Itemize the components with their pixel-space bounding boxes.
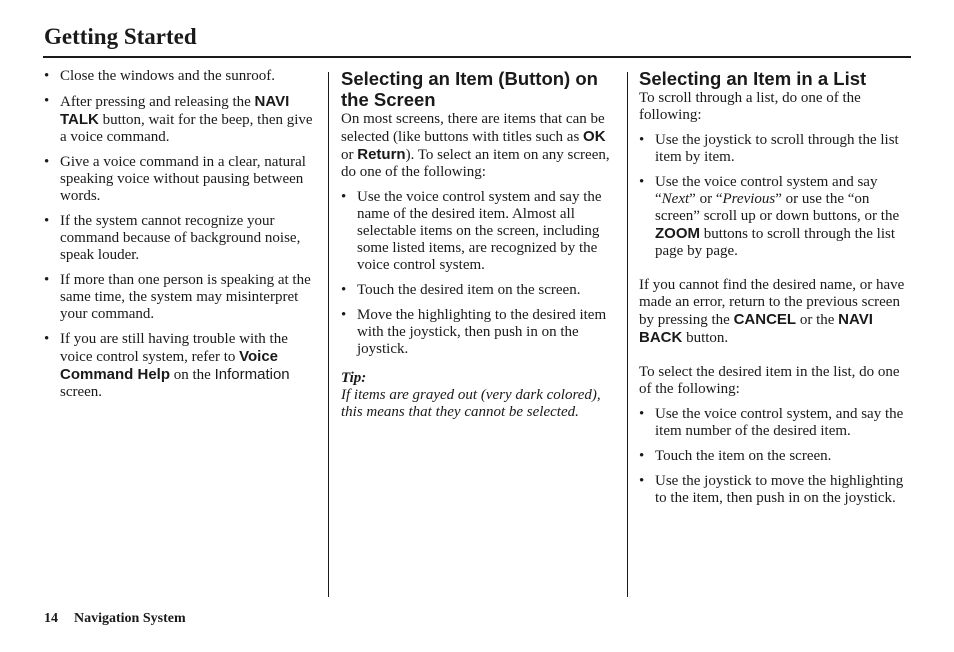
list-item: • Close the windows and the sunroof. [44, 68, 316, 85]
list-item: • After pressing and releasing the NAVI TALK button, wait for the beep, then give a voice command. [44, 93, 316, 146]
list-item: • Use the joystick to move the highlighting to the item, then push in on the joystick. [639, 473, 911, 507]
page-number: 14 [44, 611, 58, 626]
select-list-methods [639, 406, 911, 507]
list-item: • Use the joystick to scroll through the list item by item. [639, 132, 911, 166]
select-list-paragraph: To select the desired item in the list, do one of the following: [639, 364, 900, 397]
section-intro: To scroll through a list, do one of the following: [639, 90, 861, 123]
list-item: • Use the voice control system, and say the item number of the desired item. [639, 406, 911, 440]
scroll-methods-list [639, 132, 911, 260]
list-item: • Touch the desired item on the screen. [341, 282, 615, 299]
page-footer [44, 611, 186, 627]
column-divider-1 [328, 72, 329, 597]
page-title: Getting Started [44, 24, 197, 49]
list-item: • If the system cannot recognize your command because of background noise, speak louder. [44, 213, 316, 264]
section-heading-list: Selecting an Item in a List [639, 68, 867, 89]
return-label: Return [357, 146, 406, 163]
tip-label: Tip: [341, 370, 367, 386]
list-item: • Move the highlighting to the desired item with the joystick, then push in on the joystick. [341, 307, 615, 358]
select-methods-list [341, 189, 615, 358]
column-right [639, 68, 911, 515]
information-label: Information [214, 366, 290, 383]
zoom-label: ZOOM [655, 225, 700, 242]
cancel-paragraph: If you cannot find the desired name, or have made an error, return to the previous screen by pressing the CANCEL or the NAVI BACK button. [639, 277, 905, 346]
header-rule [43, 56, 911, 58]
section-intro: On most screens, there are items that can be selected (like buttons with titles such as OK or Return). To select an item on any screen, do one of the following: [341, 111, 610, 180]
navi-back-label: NAVI BACK [639, 311, 873, 346]
list-item: • Give a voice command in a clear, natural speaking voice without pausing between words. [44, 154, 316, 205]
column-middle [341, 68, 615, 421]
tip-text: If items are grayed out (very dark colored), this means that they cannot be selected. [341, 387, 601, 420]
section-heading-button: Selecting an Item (Button) on the Screen [341, 68, 598, 110]
navi-talk-label: NAVI TALK [60, 93, 290, 128]
tips-list [44, 68, 316, 401]
column-left [44, 68, 316, 409]
list-item: • Touch the item on the screen. [639, 448, 911, 465]
list-item: • Use the voice control system and say the name of the desired item. Almost all selectable items on the screen, including some listed items, are recognized by the voice control system. [341, 189, 615, 274]
voice-command-help-label: Voice Command Help [60, 348, 279, 383]
ok-label: OK [583, 128, 606, 145]
list-item: • If you are still having trouble with the voice control system, refer to Voice Command Help on the Information screen. [44, 331, 316, 401]
cancel-label: CANCEL [733, 311, 797, 328]
footer-section: Navigation System [74, 611, 186, 626]
list-item: • Use the voice control system and say “Next” or “Previous” or use the “on screen” scroll up or down buttons, or the ZOOM buttons to scroll through the list page by page. [639, 174, 911, 260]
column-divider-2 [627, 72, 628, 597]
list-item: • If more than one person is speaking at the same time, the system may misinterpret your command. [44, 272, 316, 323]
